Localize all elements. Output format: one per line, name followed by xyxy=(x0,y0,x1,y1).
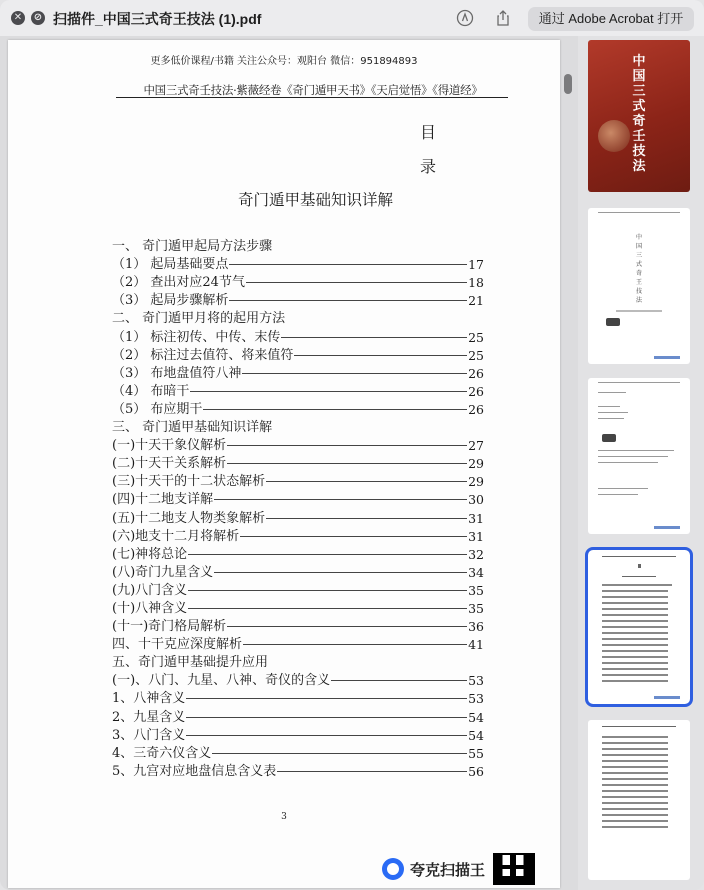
toc-entry-label: （2） 标注过去值符、将来值符 xyxy=(112,347,294,363)
toc-row[interactable] xyxy=(112,508,484,526)
toc-leader-line xyxy=(294,355,467,356)
window-title: 扫描件_中国三式奇王技法 (1).pdf xyxy=(53,11,262,27)
toc-entry-page: 25 xyxy=(468,329,484,345)
toc-entry-label: 二、 奇门遁甲月将的起用方法 xyxy=(112,311,286,327)
toc-row[interactable] xyxy=(112,744,484,762)
page-promo-text: 更多低价课程/书籍 关注公众号：观阳台 微信：951894893 xyxy=(150,56,418,67)
table-of-contents xyxy=(112,237,484,780)
thumb-logo-icon xyxy=(602,434,616,442)
watermark-text: 夸克扫描王 xyxy=(410,860,486,879)
thumbnail-page-3[interactable] xyxy=(588,378,690,534)
toc-leader-line xyxy=(227,626,467,627)
toc-entry-label: （2） 查出对应24节气 xyxy=(112,275,245,291)
pdf-page xyxy=(8,40,560,888)
toc-entry-label: （4） 布暗干 xyxy=(112,383,190,399)
toc-row[interactable] xyxy=(112,454,484,472)
toc-row[interactable] xyxy=(112,707,484,725)
toc-leader-line xyxy=(227,463,467,464)
toc-entry-label: （3） 布地盘值符八神 xyxy=(112,365,242,381)
toc-entry-label: (五)十二地支人物类象解析 xyxy=(112,510,266,526)
toc-row[interactable] xyxy=(112,346,484,364)
toc-row[interactable] xyxy=(112,527,484,545)
toc-leader-line xyxy=(246,282,467,283)
toc-entry-label: 5、九宫对应地盘信息含义表 xyxy=(112,763,277,779)
toc-entry-page: 18 xyxy=(468,275,484,291)
toc-leader-line xyxy=(229,264,467,265)
toc-row[interactable] xyxy=(112,689,484,707)
toc-entry-page: 26 xyxy=(468,401,484,417)
toc-row[interactable] xyxy=(112,237,484,255)
toc-leader-line xyxy=(214,499,467,500)
toc-entry-page: 17 xyxy=(468,257,484,273)
toc-leader-line xyxy=(227,445,467,446)
qr-code-icon xyxy=(493,853,535,885)
toc-row[interactable] xyxy=(112,653,484,671)
toc-entry-page: 31 xyxy=(468,510,484,526)
toc-row[interactable] xyxy=(112,364,484,382)
open-in-acrobat-button[interactable]: 通过 Adobe Acrobat 打开 xyxy=(528,7,694,31)
cover-title: 中国三式奇壬技法 xyxy=(632,54,646,174)
toc-row[interactable] xyxy=(112,490,484,508)
toc-entry-page: 35 xyxy=(468,600,484,616)
toc-entry-label: 三、 奇门遁甲基础知识详解 xyxy=(112,420,273,436)
toc-row[interactable] xyxy=(112,327,484,345)
toc-row[interactable] xyxy=(112,671,484,689)
scroll-thumb[interactable] xyxy=(564,74,572,94)
toc-leader-line xyxy=(186,698,467,699)
toc-row[interactable] xyxy=(112,436,484,454)
toc-row[interactable] xyxy=(112,291,484,309)
toc-entry-page: 25 xyxy=(468,347,484,363)
yin-yang-icon xyxy=(598,120,630,152)
toc-leader-line xyxy=(331,680,467,681)
toc-row[interactable] xyxy=(112,635,484,653)
toc-entry-page: 55 xyxy=(468,745,484,761)
toc-leader-line xyxy=(188,554,467,555)
thumbnail-page-5[interactable] xyxy=(588,720,690,880)
title-bar xyxy=(0,0,704,36)
thumbnail-page-1[interactable] xyxy=(588,40,690,192)
toc-entry-label: 一、 奇门遁甲起局方法步骤 xyxy=(112,239,273,255)
toc-entry-label: 2、九星含义 xyxy=(112,709,186,725)
toc-entry-page: 56 xyxy=(468,763,484,779)
toc-row[interactable] xyxy=(112,563,484,581)
thumbnail-page-2[interactable] xyxy=(588,208,690,364)
toc-entry-label: （3） 起局步骤解析 xyxy=(112,293,229,309)
toc-entry-page: 30 xyxy=(468,492,484,508)
thumb-logo-icon xyxy=(606,318,620,326)
toc-row[interactable] xyxy=(112,472,484,490)
toc-row[interactable] xyxy=(112,273,484,291)
toc-entry-page: 53 xyxy=(468,691,484,707)
toc-entry-label: 1、八神含义 xyxy=(112,691,186,707)
toc-entry-label: (七)神将总论 xyxy=(112,546,188,562)
toc-entry-page: 29 xyxy=(468,474,484,490)
minimize-icon[interactable]: ⊘ xyxy=(31,11,45,25)
toc-row[interactable] xyxy=(112,599,484,617)
toc-entry-page: 26 xyxy=(468,365,484,381)
toc-entry-page: 53 xyxy=(468,673,484,689)
header-rule xyxy=(116,97,508,98)
thumb-vertical-title: 中国三式奇王技法 xyxy=(636,234,643,304)
toc-leader-line xyxy=(186,735,467,736)
toc-entry-page: 41 xyxy=(468,637,484,653)
toc-entry-page: 31 xyxy=(468,528,484,544)
toc-entry-page: 54 xyxy=(468,727,484,743)
toc-row[interactable] xyxy=(112,581,484,599)
toc-leader-line xyxy=(243,644,467,645)
toc-entry-page: 32 xyxy=(468,546,484,562)
toc-entry-label: (九)八门含义 xyxy=(112,582,188,598)
toc-title-part-1: 目 xyxy=(420,123,437,142)
toc-entry-label: (三)十天干的十二状态解析 xyxy=(112,474,266,490)
toc-leader-line xyxy=(212,753,467,754)
markup-icon[interactable] xyxy=(456,9,474,27)
share-icon[interactable] xyxy=(494,9,512,27)
toc-row[interactable] xyxy=(112,762,484,780)
toc-leader-line xyxy=(190,391,467,392)
toc-leader-line xyxy=(188,590,467,591)
toc-row[interactable] xyxy=(112,382,484,400)
toc-entry-label: (一)十天干象仪解析 xyxy=(112,438,227,454)
toc-leader-line xyxy=(186,717,467,718)
toc-title-part-2: 录 xyxy=(420,157,437,176)
toc-leader-line xyxy=(203,409,467,410)
toc-row[interactable] xyxy=(112,255,484,273)
scanner-watermark xyxy=(382,856,535,882)
toc-leader-line xyxy=(188,608,467,609)
toc-entry-label: (六)地支十二月将解析 xyxy=(112,528,240,544)
toc-entry-page: 54 xyxy=(468,709,484,725)
toc-entry-label: （1） 起局基础要点 xyxy=(112,257,229,273)
toc-leader-line xyxy=(277,771,467,772)
toc-row[interactable] xyxy=(112,309,484,327)
toc-entry-label: (一)、八门、九星、八神、奇仪的含义 xyxy=(112,673,331,689)
toc-row[interactable] xyxy=(112,545,484,563)
quark-logo-icon xyxy=(382,858,404,880)
thumbnail-page-4-selected[interactable] xyxy=(588,550,690,704)
toc-entry-label: 3、八门含义 xyxy=(112,727,186,743)
toc-entry-label: 五、奇门遁甲基础提升应用 xyxy=(112,655,269,671)
toc-entry-page: 27 xyxy=(468,438,484,454)
close-icon[interactable]: ✕ xyxy=(11,11,25,25)
document-scrollbar[interactable] xyxy=(563,36,574,890)
toc-leader-line xyxy=(281,337,467,338)
toc-entry-page: 29 xyxy=(468,456,484,472)
page-number: 3 xyxy=(281,812,287,822)
toc-entry-page: 21 xyxy=(468,293,484,309)
toc-entry-label: (四)十二地支详解 xyxy=(112,492,214,508)
toc-entry-label: (十一)奇门格局解析 xyxy=(112,619,227,635)
toc-entry-label: 四、十干克应深度解析 xyxy=(112,637,243,653)
toc-row[interactable] xyxy=(112,726,484,744)
toc-row[interactable] xyxy=(112,617,484,635)
toc-leader-line xyxy=(242,373,467,374)
toc-row[interactable] xyxy=(112,400,484,418)
toc-entry-page: 26 xyxy=(468,383,484,399)
toc-leader-line xyxy=(266,481,467,482)
toc-leader-line xyxy=(229,300,467,301)
document-pane[interactable] xyxy=(0,36,578,890)
toc-entry-page: 34 xyxy=(468,564,484,580)
toc-entry-label: （1） 标注初传、中传、末传 xyxy=(112,329,281,345)
page-header: 中国三式奇壬技法·紫薇经卷《奇门遁甲天书》《天启觉悟》《得道经》 xyxy=(143,83,483,97)
toc-leader-line xyxy=(240,536,467,537)
toc-leader-line xyxy=(214,572,467,573)
toc-entry-label: (二)十天干关系解析 xyxy=(112,456,227,472)
toc-entry-page: 36 xyxy=(468,619,484,635)
thumbnail-sidebar xyxy=(578,36,704,890)
toc-entry-label: 4、三奇六仪含义 xyxy=(112,745,212,761)
section-heading: 奇门遁甲基础知识详解 xyxy=(238,191,394,209)
toc-row[interactable] xyxy=(112,418,484,436)
toc-entry-label: (八)奇门九星含义 xyxy=(112,564,214,580)
toc-leader-line xyxy=(266,518,467,519)
toc-entry-label: (十)八神含义 xyxy=(112,600,188,616)
toc-entry-page: 35 xyxy=(468,582,484,598)
toc-entry-label: （5） 布应期干 xyxy=(112,401,203,417)
